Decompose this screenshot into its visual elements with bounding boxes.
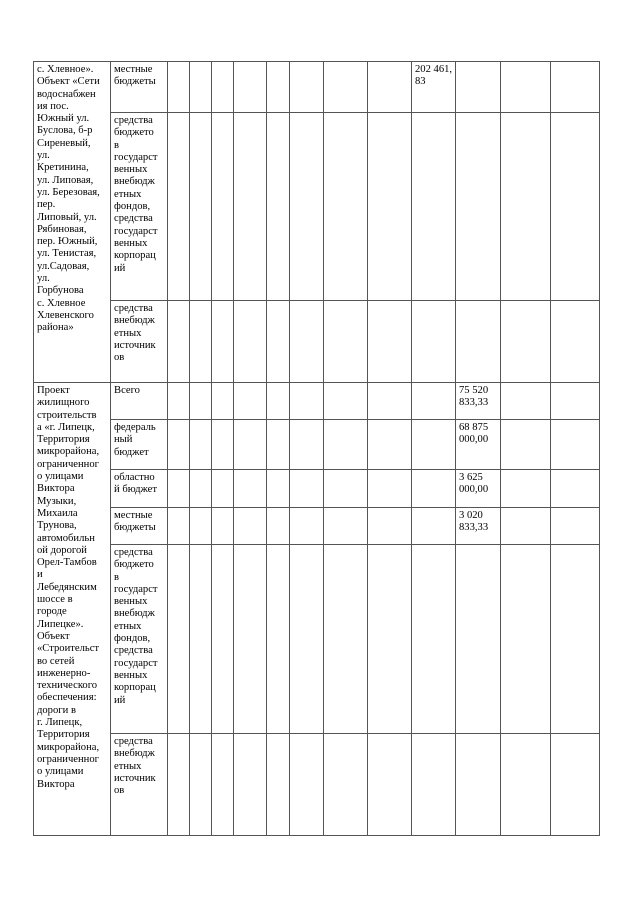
value-cell: [412, 383, 456, 420]
value-cell: [456, 301, 501, 383]
funding-source-cell: местные бюджеты: [111, 62, 168, 113]
empty-cell: [267, 508, 290, 545]
empty-cell: [368, 113, 412, 301]
table-row: [34, 734, 600, 836]
empty-cell: [324, 470, 368, 508]
empty-cell: [234, 508, 267, 545]
table-row: [34, 508, 600, 545]
empty-cell: [190, 383, 212, 420]
value-cell: [456, 113, 501, 301]
funding-source-cell: средства бюджето в государст венных внебюдж етных фондов, средства государст венных корпорац ий: [111, 545, 168, 734]
empty-cell: [190, 545, 212, 734]
table-row: [34, 545, 600, 734]
empty-cell: [234, 301, 267, 383]
empty-cell: [212, 420, 234, 470]
empty-cell: [368, 470, 412, 508]
empty-cell: [267, 420, 290, 470]
empty-cell: [267, 545, 290, 734]
value-cell: 202 461, 83: [412, 62, 456, 113]
empty-cell: [368, 62, 412, 113]
empty-cell: [368, 301, 412, 383]
value-cell: [412, 470, 456, 508]
value-cell: 68 875 000,00: [456, 420, 501, 470]
table-row: [34, 301, 600, 383]
empty-cell: [190, 62, 212, 113]
value-cell: [456, 545, 501, 734]
empty-cell: [212, 470, 234, 508]
empty-cell: [290, 734, 324, 836]
empty-cell: [190, 508, 212, 545]
empty-cell: [290, 301, 324, 383]
empty-cell: [168, 113, 190, 301]
empty-cell: [234, 545, 267, 734]
empty-cell: [551, 508, 600, 545]
empty-cell: [551, 301, 600, 383]
empty-cell: [324, 301, 368, 383]
empty-cell: [234, 62, 267, 113]
empty-cell: [324, 113, 368, 301]
object-name-cell: Проект жилищного строительств а «г. Липецк, Территория микрорайона, ограниченног о улицами Виктора Музыки, Михаила Трунова, автомобильн ой дорогой Орел-Тамбов и Лебедянским шоссе в городе Липецке». Объект «Строительст во сетей инженерно- технического обеспечения: дороги в г. Липецк, Территория микрорайона, ограниченног о улицами Виктора: [34, 383, 111, 836]
empty-cell: [324, 545, 368, 734]
empty-cell: [212, 62, 234, 113]
empty-cell: [168, 420, 190, 470]
table-row: [34, 62, 600, 113]
empty-cell: [267, 113, 290, 301]
value-cell: [412, 420, 456, 470]
empty-cell: [368, 545, 412, 734]
empty-cell: [212, 301, 234, 383]
empty-cell: [368, 383, 412, 420]
empty-cell: [234, 113, 267, 301]
empty-cell: [368, 734, 412, 836]
empty-cell: [501, 508, 551, 545]
empty-cell: [267, 301, 290, 383]
empty-cell: [212, 545, 234, 734]
value-cell: [412, 113, 456, 301]
empty-cell: [190, 420, 212, 470]
empty-cell: [324, 383, 368, 420]
value-cell: [456, 62, 501, 113]
table-row: [34, 420, 600, 470]
budget-table: [33, 61, 600, 836]
value-cell: 75 520 833,33: [456, 383, 501, 420]
empty-cell: [324, 734, 368, 836]
empty-cell: [551, 734, 600, 836]
empty-cell: [551, 113, 600, 301]
table-row: [34, 113, 600, 301]
empty-cell: [168, 62, 190, 113]
empty-cell: [234, 383, 267, 420]
empty-cell: [190, 113, 212, 301]
empty-cell: [290, 113, 324, 301]
empty-cell: [190, 301, 212, 383]
value-cell: [412, 301, 456, 383]
table-row: [34, 470, 600, 508]
value-cell: 3 020 833,33: [456, 508, 501, 545]
empty-cell: [168, 734, 190, 836]
empty-cell: [290, 383, 324, 420]
funding-source-cell: местные бюджеты: [111, 508, 168, 545]
value-cell: 3 625 000,00: [456, 470, 501, 508]
empty-cell: [212, 734, 234, 836]
empty-cell: [267, 62, 290, 113]
table-row: [34, 383, 600, 420]
empty-cell: [190, 470, 212, 508]
empty-cell: [324, 508, 368, 545]
empty-cell: [551, 420, 600, 470]
empty-cell: [234, 734, 267, 836]
value-cell: [412, 734, 456, 836]
empty-cell: [551, 62, 600, 113]
empty-cell: [501, 383, 551, 420]
empty-cell: [234, 420, 267, 470]
empty-cell: [324, 62, 368, 113]
empty-cell: [501, 545, 551, 734]
empty-cell: [551, 545, 600, 734]
empty-cell: [368, 420, 412, 470]
funding-source-cell: Всего: [111, 383, 168, 420]
empty-cell: [267, 470, 290, 508]
empty-cell: [267, 383, 290, 420]
empty-cell: [551, 383, 600, 420]
empty-cell: [290, 508, 324, 545]
funding-source-cell: федераль ный бюджет: [111, 420, 168, 470]
empty-cell: [190, 734, 212, 836]
empty-cell: [212, 508, 234, 545]
empty-cell: [290, 420, 324, 470]
empty-cell: [168, 301, 190, 383]
value-cell: [456, 734, 501, 836]
empty-cell: [168, 470, 190, 508]
object-name-cell: с. Хлевное». Объект «Сети водоснабжен ия пос. Южный ул. Буслова, б-р Сиреневый, ул. Кретинина, ул. Липовая, ул. Березовая, пер. Липовый, ул. Рябиновая, пер. Южный, ул. Тенистая, ул.Садовая, ул. Горбунова с. Хлевное Хлевенского района»: [34, 62, 111, 383]
empty-cell: [501, 301, 551, 383]
empty-cell: [234, 470, 267, 508]
empty-cell: [168, 545, 190, 734]
empty-cell: [501, 470, 551, 508]
empty-cell: [212, 383, 234, 420]
empty-cell: [168, 508, 190, 545]
empty-cell: [290, 470, 324, 508]
empty-cell: [168, 383, 190, 420]
empty-cell: [267, 734, 290, 836]
empty-cell: [368, 508, 412, 545]
empty-cell: [501, 734, 551, 836]
funding-source-cell: областно й бюджет: [111, 470, 168, 508]
value-cell: [412, 508, 456, 545]
empty-cell: [501, 113, 551, 301]
value-cell: [412, 545, 456, 734]
empty-cell: [551, 470, 600, 508]
funding-source-cell: средства бюджето в государст венных внебюдж етных фондов, средства государст венных корпорац ий: [111, 113, 168, 301]
funding-source-cell: средства внебюдж етных источник ов: [111, 301, 168, 383]
empty-cell: [290, 62, 324, 113]
empty-cell: [501, 62, 551, 113]
empty-cell: [212, 113, 234, 301]
empty-cell: [324, 420, 368, 470]
funding-source-cell: средства внебюдж етных источник ов: [111, 734, 168, 836]
empty-cell: [501, 420, 551, 470]
empty-cell: [290, 545, 324, 734]
